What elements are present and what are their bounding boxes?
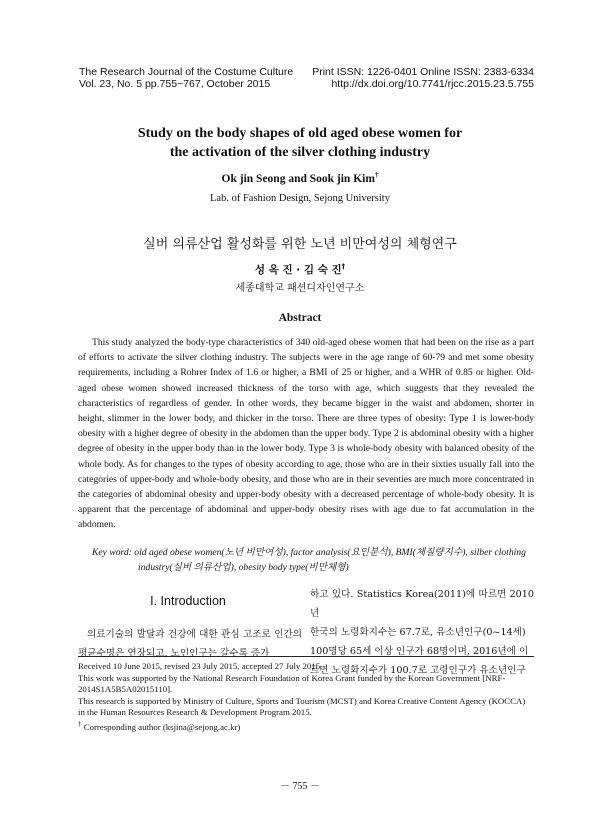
abstract-text: This study analyzed the body-type characteristics of 340 old-aged obese women that had been on the rise as a part of efforts to activate the silver clothing industry. The subjects were in the age range of 60-79 and met some obesity requirements, including a Rohrer Index of 1.6 or higher, a BMI of 25 or higher, and a WHR of 0.85 or higher. Old-aged obese women showed increased thickness of the torso with age, which suggests that they revealed the characteristics of regardless of gender. In other words, they became bigger in the waist and abdomen, shorter in height, slimmer in the lower body, and thicker in the torso. There are three types of obesity: Type 1 is lower-body obesity with a higher degree of obesity in the abdomen than the upper body. Type 2 is abdominal obesity with a higher degree of obesity in the upper body than in the lower body. Type 3 is whole-body obesity with balanced obesity of the whole body. As for changes to the types of obesity according to age, those who are in their sixties usually fall into the categories of upper-body and whole-body obesity, and those who are in their seventies are much more concentrated in the categories of abdominal obesity and upper-body obesity with a decreased percentage of whole-body obesity. It is apparent that the percentage of abdominal and upper-body obesity rises with age due to fat accumulation in the abdomen. — [78, 337, 534, 531]
title-line-1: Study on the body shapes of old aged obese women for — [137, 126, 463, 141]
paper-title — [0, 124, 600, 162]
korean-affiliation: 세종대학교 패션디자인연구소 — [235, 283, 365, 294]
keywords-label: Key word: — [92, 547, 132, 558]
doi-link[interactable]: http://dx.doi.org/10.7741/rjcc.2015.23.5.755 — [331, 78, 534, 90]
funding-note-2: This research is supported by Ministry of Culture, Sports and Tourism (MCST) and Korea Creative Content Agency (KOCCA) in the Human Resources Research & Development Program 2015. — [78, 695, 526, 718]
corresponding-author — [78, 719, 534, 734]
intro-right-line-3: 100명당 65세 이상 인구가 68명이며, 2016년에 이 — [310, 646, 529, 657]
affiliation: Lab. of Fashion Design, Sejong University — [210, 193, 390, 204]
title-line-2: the activation of the silver clothing industry — [169, 145, 431, 160]
keywords-text-1: old aged obese women(노년 비만여성), factor analysis(요인분석), BMI(체질량지수), silber clothing — [134, 547, 526, 558]
keywords — [92, 545, 532, 575]
page-number: － 755 － — [280, 781, 320, 792]
footnotes — [78, 661, 534, 733]
intro-right-line-2: 한국의 노령화지수는 67.7로, 유소년인구(0~14세) — [310, 627, 526, 638]
keywords-line-1 — [92, 545, 532, 560]
volume-info: Vol. 23, No. 5 pp.755~767, October 2015 — [79, 78, 271, 90]
section-heading-introduction: I. Introduction — [150, 594, 226, 608]
intro-right-line-1: 하고 있다. Statistics Korea(2011)에 따르면 2010년 — [310, 589, 534, 619]
footnote-divider — [78, 656, 534, 657]
corresponding-mark: † — [374, 171, 379, 179]
korean-title: 실버 의류산업 활성화를 위한 노년 비만여성의 체형연구 — [143, 237, 457, 252]
journal-header-left — [79, 66, 293, 90]
korean-author-names: 성 옥 진 · 김 숙 진 — [254, 264, 342, 276]
footnote-mark: † — [78, 719, 82, 728]
journal-name: The Research Journal of the Costume Culture — [79, 66, 294, 78]
intro-left-column: 의료기술의 발달과 건강에 대한 관심 고조로 인간의 평균수명은 연장되고, 노인인구는 갈수록 증가 — [78, 629, 302, 659]
author-names: Ok jin Seong and Sook jin Kim — [221, 172, 375, 185]
keywords-line-2: industry(실버 의류산업), obesity body type(비만체형) — [138, 562, 349, 573]
funding-note-1: This work was supported by the National Research Foundation of Korea Grant funded by the Korean Government [NRF-2014S1A5B5A02015110]. — [78, 672, 506, 695]
issn: Print ISSN: 1226-0401 Online ISSN: 2383-6334 — [312, 66, 534, 78]
authors — [0, 171, 600, 185]
korean-authors — [0, 262, 600, 277]
abstract-heading: Abstract — [278, 312, 322, 324]
korean-corresponding-mark: † — [341, 262, 346, 271]
intro-right-line-4: 르면 노령화지수가 100.7로 고령인구가 유소년인구 — [310, 665, 526, 676]
received-dates: Received 10 June 2015, revised 23 July 2015, accepted 27 July 2015. — [78, 661, 323, 671]
corresponding-email: Corresponding author (ksjina@sejong.ac.kr) — [81, 721, 241, 732]
journal-header-right — [312, 66, 534, 90]
